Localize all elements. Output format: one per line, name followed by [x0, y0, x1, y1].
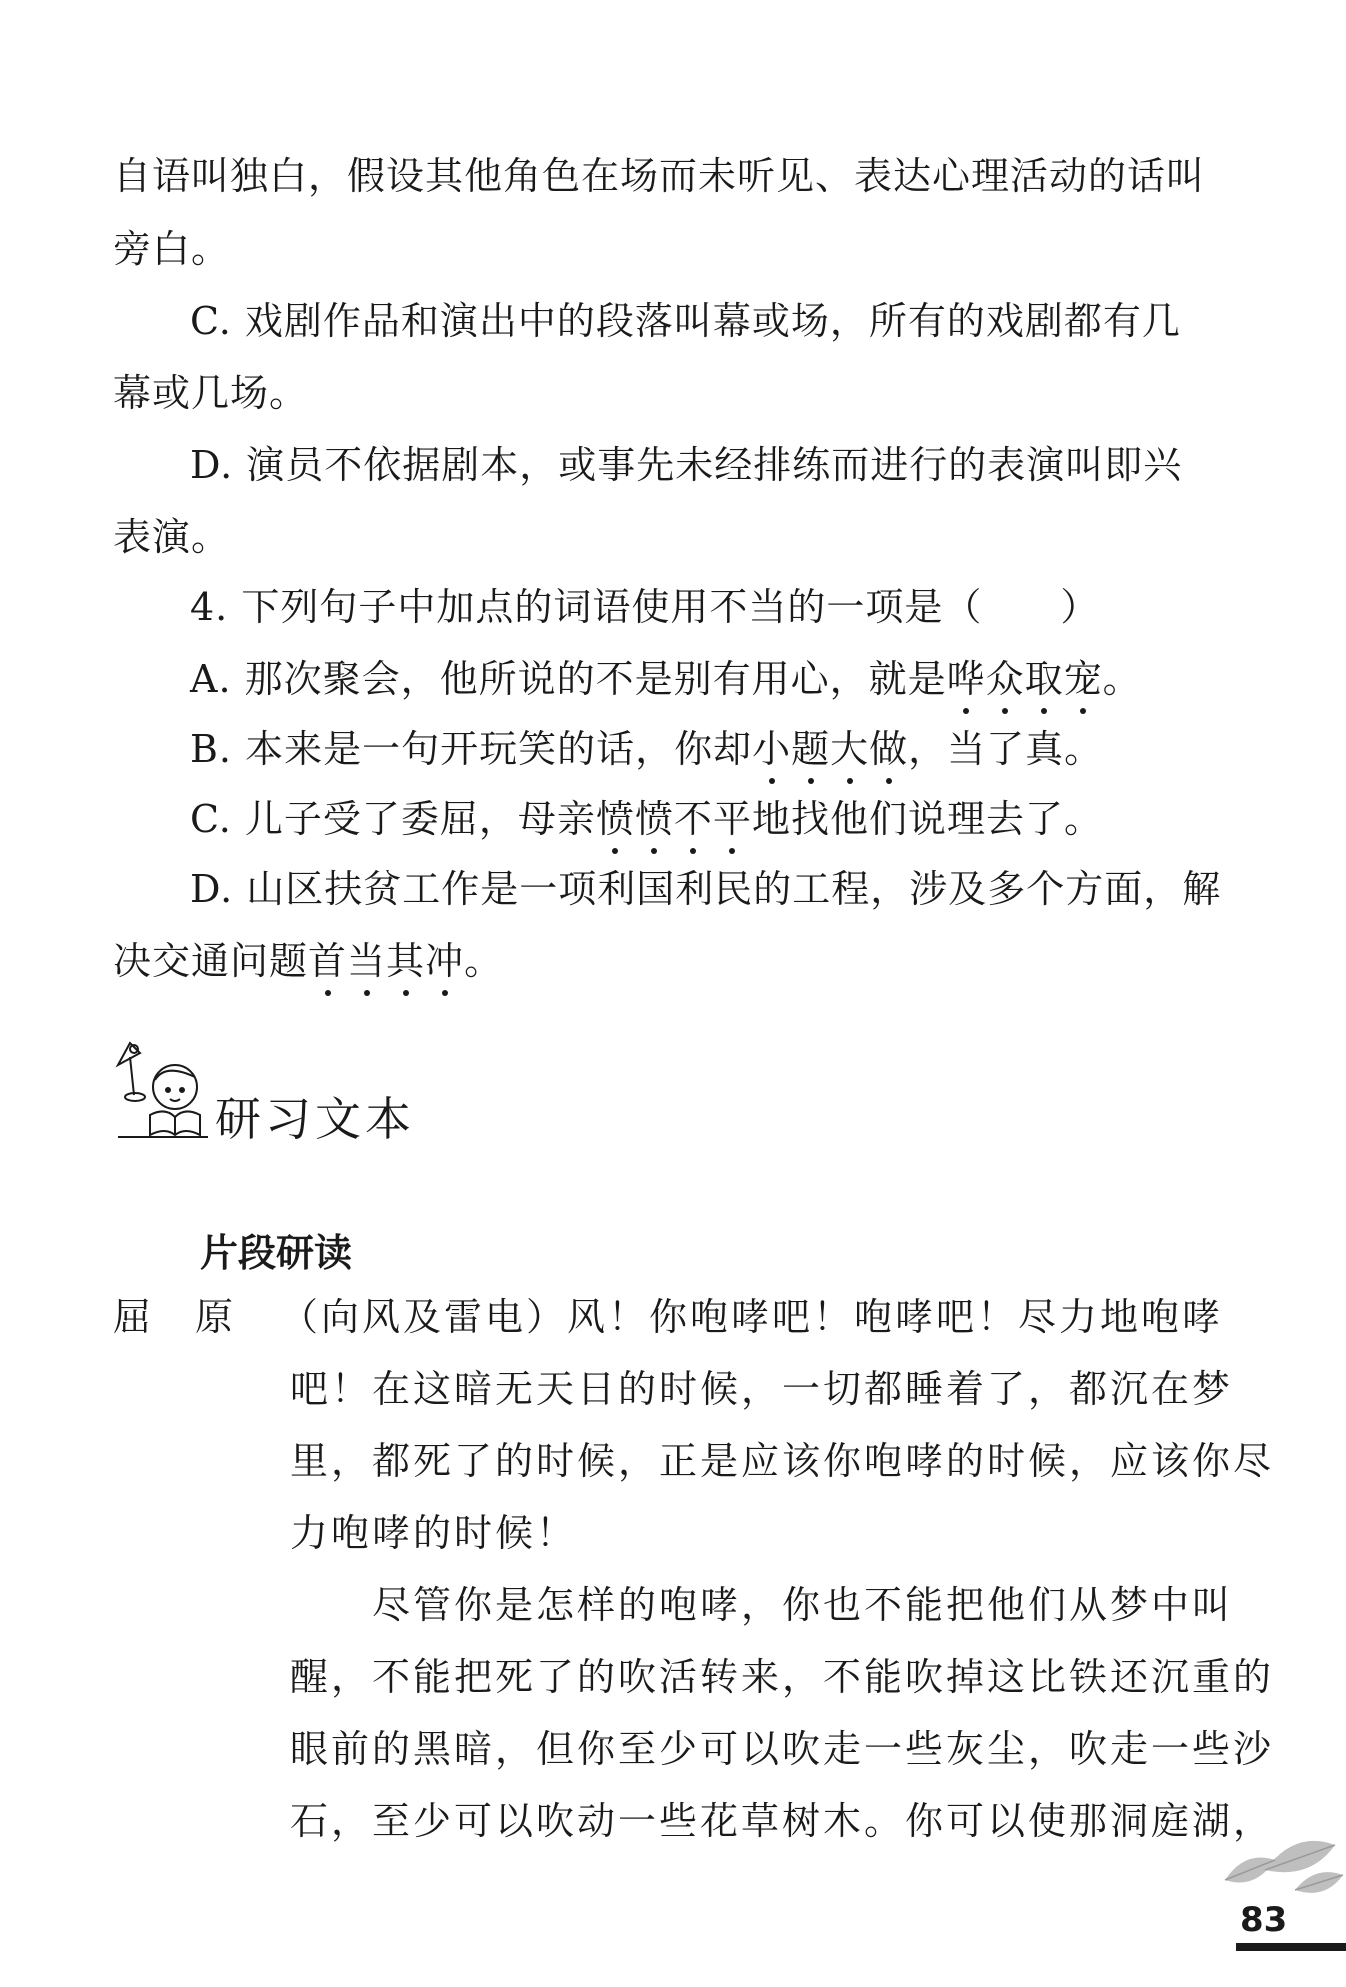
- emphasis-char: 当: [347, 939, 387, 983]
- script-line: 力咆哮的时候！: [290, 1511, 578, 1555]
- script-line: （向风及雷电）风！你咆哮吧！咆哮吧！尽力地咆哮: [280, 1295, 1224, 1339]
- emphasis-char: 小: [752, 727, 792, 771]
- emphasis-char: 题: [791, 727, 831, 771]
- option-text: D. 山区扶贫工作是一项利国利民的工程，涉及多个方面，解: [190, 867, 1222, 911]
- emphasis-char: 做: [869, 727, 909, 771]
- emphasis-char: 愤: [634, 797, 674, 841]
- text-line: 幕或几场。: [113, 371, 309, 415]
- leaf-decoration-icon: [1215, 1820, 1346, 1900]
- text-line: 自语叫独白，假设其他角色在场而未听见、表达心理活动的话叫: [113, 154, 1206, 198]
- emphasis-char: 冲: [425, 939, 465, 983]
- script-line: 里，都死了的时候，正是应该你咆哮的时候，应该你尽: [290, 1439, 1275, 1483]
- option-text: ，当了真。: [908, 727, 1104, 771]
- option-d: [190, 867, 1222, 911]
- emphasis-char: 平: [712, 797, 752, 841]
- dotted-word: [308, 939, 464, 983]
- emphasis-char: 众: [985, 657, 1025, 701]
- option-text: A. 那次聚会，他所说的不是别有用心，就是: [190, 657, 947, 701]
- dotted-word: [947, 657, 1103, 701]
- emphasis-char: 愤: [595, 797, 635, 841]
- script-line: 吧！在这暗无天日的时候，一切都睡着了，都沉在梦: [290, 1367, 1234, 1411]
- speaker-name: 屈 原: [113, 1295, 237, 1339]
- text-line: 表演。: [113, 515, 231, 559]
- script-line: 醒，不能把死了的吹活转来，不能吹掉这比铁还沉重的: [290, 1655, 1275, 1699]
- option-c: [190, 797, 1103, 841]
- option-text: 。: [1102, 657, 1142, 701]
- option-b: [190, 727, 1104, 771]
- dotted-word: [752, 727, 908, 771]
- emphasis-char: 哗: [946, 657, 986, 701]
- option-text: 。: [464, 939, 504, 983]
- sub-title: 片段研读: [200, 1231, 353, 1275]
- script-line: 石，至少可以吹动一些花草树木。你可以使那洞庭湖，: [290, 1799, 1275, 1843]
- option-d-continued: [113, 939, 504, 983]
- emphasis-char: 取: [1024, 657, 1064, 701]
- option-text: B. 本来是一句开玩笑的话，你却: [190, 727, 753, 771]
- script-line: 尽管你是怎样的咆哮，你也不能把他们从梦中叫: [290, 1583, 1234, 1627]
- reading-child-icon: [110, 1035, 215, 1145]
- option-a: [190, 657, 1142, 701]
- question-4: 4. 下列句子中加点的词语使用不当的一项是（ ）: [190, 585, 1100, 629]
- option-text: 地找他们说理去了。: [751, 797, 1103, 841]
- text-line: C. 戏剧作品和演出中的段落叫幕或场，所有的戏剧都有几: [190, 299, 1181, 343]
- dotted-word: [596, 797, 752, 841]
- option-text: C. 儿子受了委屈，母亲: [190, 797, 596, 841]
- page-number-bar: [1236, 1943, 1346, 1951]
- emphasis-char: 其: [386, 939, 426, 983]
- section-title: 研习文本: [215, 1092, 415, 1146]
- emphasis-char: 首: [308, 939, 348, 983]
- text-line: D. 演员不依据剧本，或事先未经排练而进行的表演叫即兴: [190, 443, 1183, 487]
- emphasis-char: 大: [830, 727, 870, 771]
- text-line: 旁白。: [113, 227, 231, 271]
- script-line: 眼前的黑暗，但你至少可以吹走一些灰尘，吹走一些沙: [290, 1727, 1275, 1771]
- emphasis-char: 不: [673, 797, 713, 841]
- emphasis-char: 宠: [1063, 657, 1103, 701]
- page-number: 83: [1240, 1900, 1288, 1940]
- option-text: 决交通问题: [113, 939, 309, 983]
